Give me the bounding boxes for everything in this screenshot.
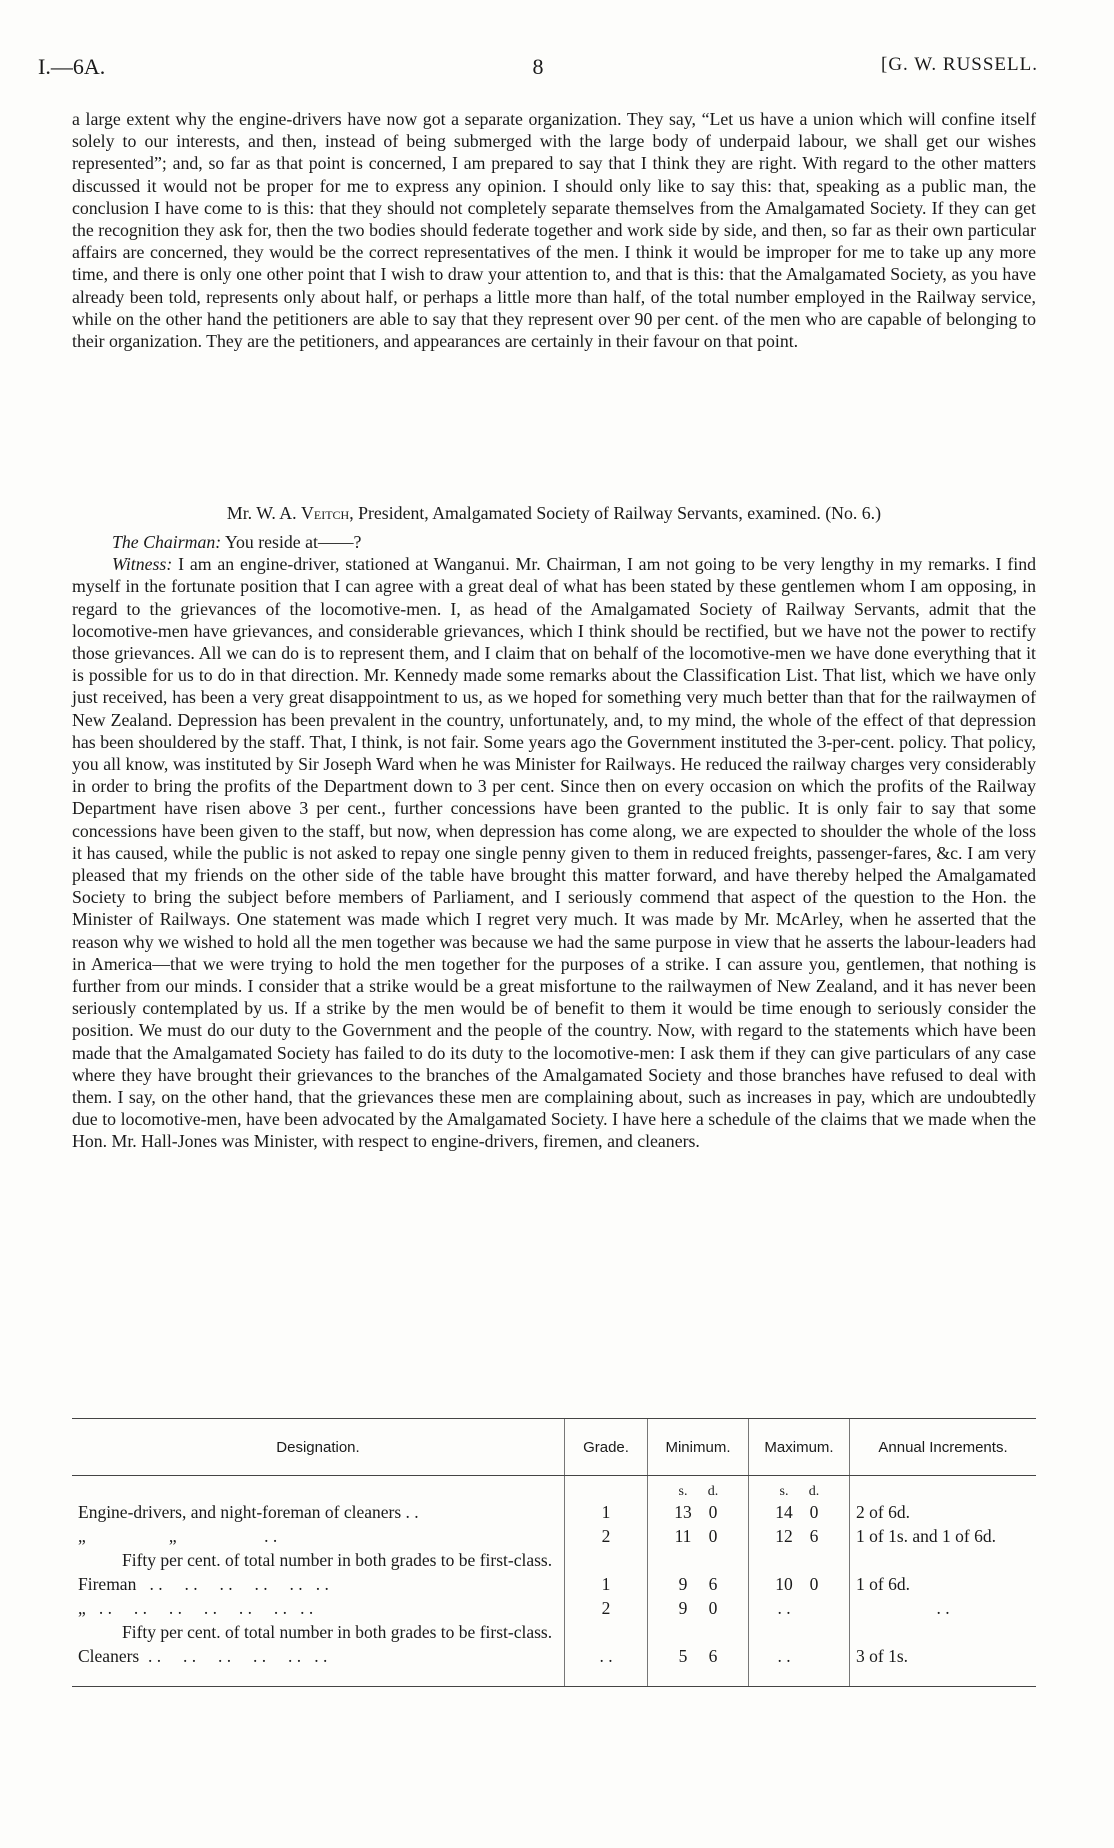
- designation-cell: Cleaners . . . . . . . . . . . .: [72, 1645, 565, 1687]
- witness-answer: [72, 553, 1036, 1152]
- min-pence: 6: [708, 1574, 718, 1594]
- increments-cell: 2 of 6d.: [850, 1501, 1037, 1525]
- grade-cell: [565, 1621, 648, 1645]
- speaker-reference: [G. W. RUSSELL.: [881, 54, 1038, 75]
- increments-cell: [850, 1621, 1037, 1645]
- max-shillings: 12: [775, 1526, 793, 1546]
- min-shillings: 13: [674, 1502, 692, 1522]
- header-grade: Grade.: [565, 1419, 648, 1476]
- max-pence: 0: [809, 1574, 819, 1594]
- pay-schedule-table: [72, 1418, 1036, 1687]
- paragraph-text: a large extent why the engine-drivers have now got a separate organization. They say, “Let us have a union which will confine itself solely to our interests, and then, instead of being submerged with the large body of underpaid labour, we shall get our wishes represented”; and, so far as that point is concerned, I am prepared to say that I think they are right. With regard to the other matters discussed it would not be proper for me to express any opinion. I should only like to say this: that, speaking as a public man, the conclusion I have come to is this: that they should not completely separate themselves from the Amalgamated Society. If they can get the recognition they ask for, then the two bodies should federate together and work side by side, and then, so far as their own particular affairs are concerned, they would be the correct representatives of the men. I think it would be improper for me to take up any more time, and there is only one other point that I wish to draw your attention to, and that is this: that the Amalgamated Society, as you have already been told, represents only about half, or perhaps a little more than half, of the total number employed in the Railway service, while on the other hand the petitioners are able to say that they represent over 90 per cent. of the men who are capable of belonging to their organization. They are the petitioners, and appearances are certainly in their favour on that point.: [72, 109, 1036, 352]
- max-shillings: 14: [775, 1502, 793, 1522]
- table-header-row: [72, 1419, 1036, 1476]
- designation-note: Fifty per cent. of total number in both grades to be first-class.: [122, 1550, 553, 1570]
- unit-shillings: s.: [779, 1484, 789, 1499]
- header-designation: Designation.: [72, 1419, 565, 1476]
- witness-label: Witness:: [112, 554, 173, 575]
- min-pence: 0: [708, 1526, 718, 1546]
- min-shillings: 9: [678, 1598, 688, 1618]
- min-shillings: 11: [674, 1526, 692, 1546]
- table-row: [72, 1573, 1036, 1597]
- designation-cell: Engine-drivers, and night-foreman of cleaners . .: [78, 1502, 419, 1522]
- unit-pence: d.: [707, 1484, 719, 1499]
- table-row: [72, 1645, 1036, 1687]
- min-pence: 6: [708, 1646, 718, 1666]
- page-header: [38, 54, 1038, 84]
- units-row: [72, 1476, 1036, 1502]
- table-row: [72, 1621, 1036, 1645]
- increments-cell: 1 of 6d.: [850, 1573, 1037, 1597]
- header-maximum: Maximum.: [749, 1419, 850, 1476]
- header-minimum: Minimum.: [648, 1419, 749, 1476]
- heading-suffix: , President, Amalgamated Society of Railway Servants, examined. (No. 6.): [349, 503, 882, 523]
- increments-cell: [850, 1549, 1037, 1573]
- table-row: [72, 1501, 1036, 1525]
- continued-paragraph: [72, 108, 1036, 352]
- min-pence: 0: [708, 1502, 718, 1522]
- grade-cell: 1: [565, 1573, 648, 1597]
- min-shillings: 5: [678, 1646, 688, 1666]
- min-pence: 0: [708, 1598, 718, 1618]
- grade-cell: [565, 1549, 648, 1573]
- designation-note: Fifty per cent. of total number in both grades to be first-class.: [122, 1622, 553, 1642]
- table-row: [72, 1525, 1036, 1549]
- document-reference: I.—6A.: [38, 54, 106, 79]
- grade-cell: 1: [565, 1501, 648, 1525]
- table-row: [72, 1597, 1036, 1621]
- max-shillings: 10: [775, 1574, 793, 1594]
- designation-cell: „ „ . .: [78, 1526, 278, 1546]
- designation-cell: Fireman . . . . . . . . . . . .: [78, 1574, 329, 1594]
- witness-text: I am an engine-driver, stationed at Wanganui. Mr. Chairman, I am not going to be very lengthy in my remarks. I find myself in the fortunate position that I can agree with a great deal of what has been stated by these gentlemen whom I am opposing, in regard to the grievances of the locomotive-men. I, as head of the Amalgamated Society of Railway Servants, admit that the locomotive-men have grievances, and considerable grievances, which I think should be rectified, but we have not the power to rectify those grievances. All we can do is to represent them, and I claim that on behalf of the locomotive-men we have done everything that it is possible for us to do in that direction. Mr. Kennedy made some remarks about the Classification List. That list, which we have only just received, has been a very great disappointment to us, as we hoped for something very much better than that for the railwaymen of New Zealand. Depression has been prevalent in the country, unfortunately, and, to my mind, the whole of the effect of that depression has been shouldered by the staff. That, I think, is not fair. Some years ago the Government instituted the 3-per-cent. policy. That policy, you all know, was instituted by Sir Joseph Ward when he was Minister for Railways. He reduced the railway charges very considerably in order to bring the profits of the Department down to 3 per cent. Since then on every occasion on which the profits of the Railway Department have risen above 3 per cent., further concessions have been granted to the public. It is only fair to say that some concessions have been given to the staff, but now, when depression has come along, we are expected to shoulder the whole of the loss it has caused, while the public is not asked to repay one single penny given to them in reduced freights, passenger-fares, &c. I am very pleased that my friends on the other side of the table have brought this matter forward, and have thereby helped the Amalgamated Society to bring the subject before members of Parliament, and I seriously commend that aspect of the question to the Hon. the Minister of Railways. One statement was made which I regret very much. It was made by Mr. McArley, when he asserted that the reason why we wished to hold all the men together was because we had the same purpose in view that he asserts the labour-leaders had in America—that we were trying to hold the men together for the purposes of a strike. I can assure you, gentlemen, that nothing is further from our minds. I consider that a strike would be a great misfortune to the railwaymen of New Zealand, and it has never been seriously contemplated by us. If a strike by the men would be of benefit to them it would be time enough to seriously consider the position. We must do our duty to the Government and the people of the country. Now, with regard to the statements which have been made that the Amalgamated Society has failed to do its duty to the locomotive-men: I ask them if they can give particulars of any case where they have brought their grievances to the branches of the Amalgamated Society and those branches have refused to deal with them. I say, on the other hand, that the grievances these men are complaining about, such as increases in pay, which are undoubtedly due to locomotive-men, have been advocated by the Amalgamated Society. I have here a schedule of the claims that we made when the Hon. Mr. Hall-Jones was Minister, with respect to engine-drivers, firemen, and cleaners.: [72, 554, 1036, 1152]
- designation-cell: „ . . . . . . . . . . . . . .: [78, 1598, 314, 1618]
- header-annual-increments: Annual Increments.: [850, 1419, 1037, 1476]
- witness-name: Veitch: [301, 503, 350, 523]
- chairman-question: [72, 531, 1036, 553]
- grade-cell: 2: [565, 1597, 648, 1621]
- chairman-label: The Chairman:: [112, 532, 222, 552]
- witness-heading: [72, 502, 1036, 524]
- unit-pence: d.: [808, 1484, 820, 1499]
- table-row: [72, 1549, 1036, 1573]
- unit-shillings: s.: [678, 1484, 688, 1499]
- max-shillings: . .: [777, 1598, 791, 1618]
- min-shillings: 9: [678, 1574, 688, 1594]
- max-pence: 6: [809, 1526, 819, 1546]
- max-shillings: . .: [777, 1646, 791, 1666]
- page-number: 8: [532, 54, 544, 79]
- increments-cell: . .: [850, 1597, 1037, 1621]
- heading-prefix: Mr. W. A.: [226, 503, 302, 523]
- max-pence: 0: [809, 1502, 819, 1522]
- grade-cell: . .: [565, 1645, 648, 1687]
- increments-cell: 3 of 1s.: [850, 1645, 1037, 1687]
- increments-cell: 1 of 1s. and 1 of 6d.: [850, 1525, 1037, 1549]
- grade-cell: 2: [565, 1525, 648, 1549]
- chairman-text: You reside at——?: [221, 532, 362, 552]
- examination-text: [72, 531, 1036, 1153]
